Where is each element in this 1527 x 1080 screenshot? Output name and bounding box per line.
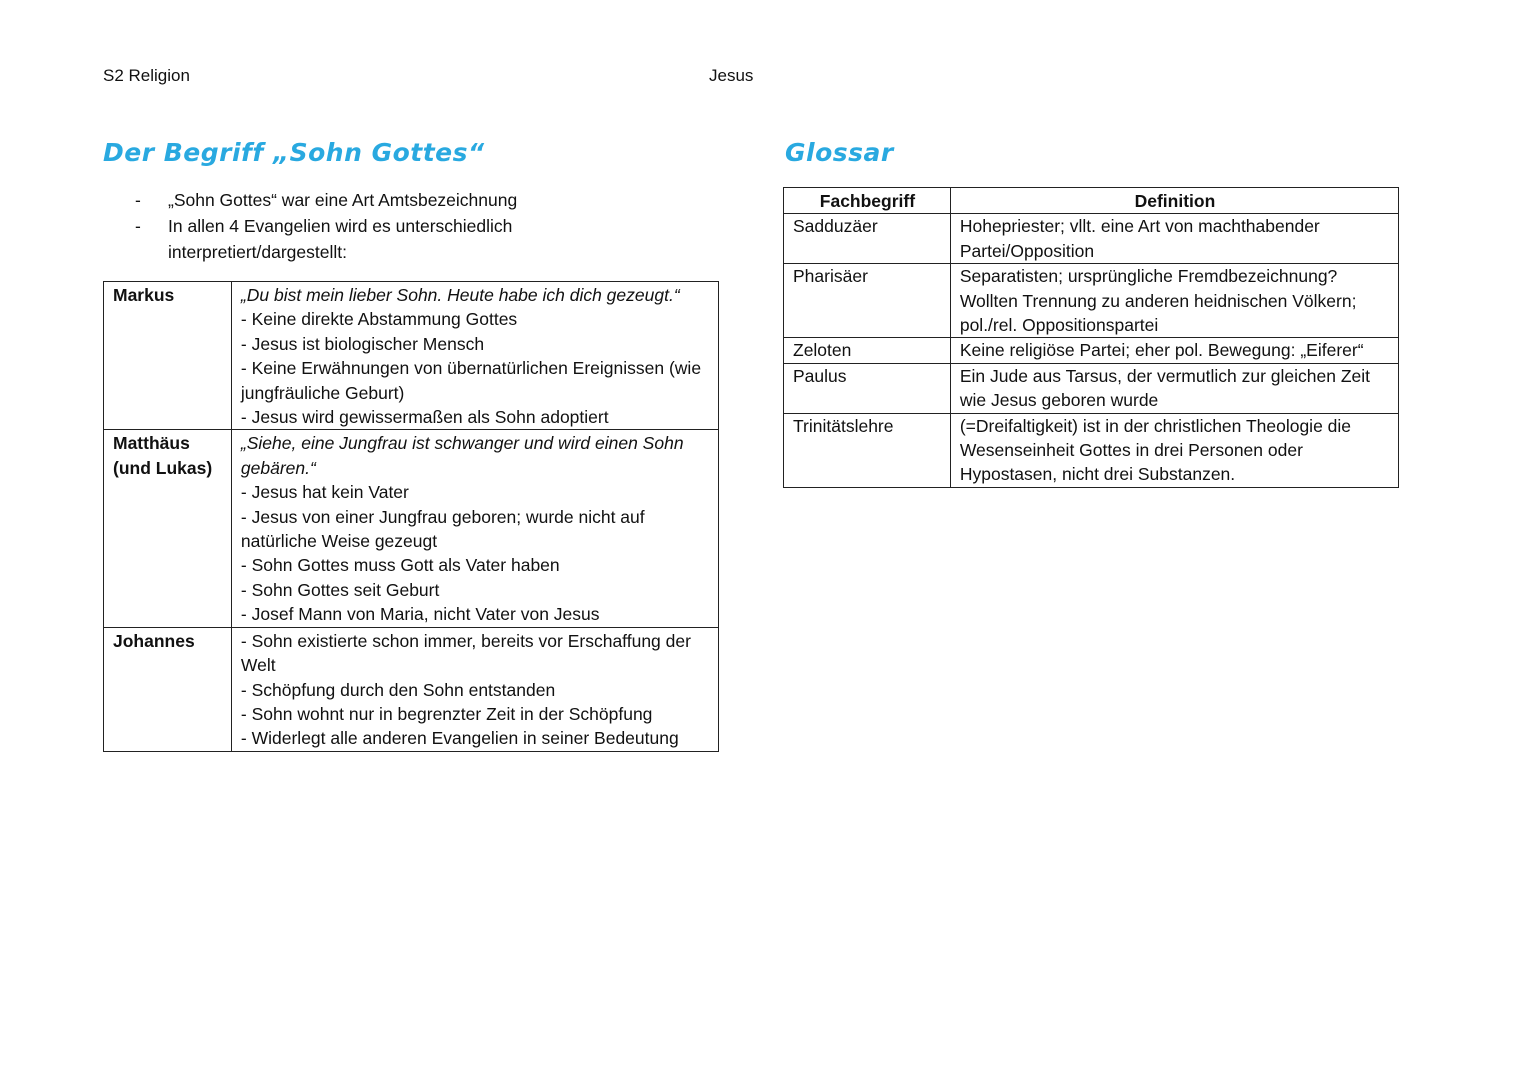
glossary-definition: Separatisten; ursprüngliche Fremdbezeichnung? Wollten Trennung zu anderen heidnischen Völkern; pol./rel. Oppositionspartei	[950, 264, 1398, 338]
gospel-point: - Jesus wird gewissermaßen als Sohn adoptiert	[240, 407, 609, 428]
bullet-item: - „Sohn Gottes“ war eine Art Amtsbezeichnung	[130, 187, 650, 213]
gospel-point: - Keine Erwähnungen von übernatürlichen Ereignissen (wie jungfräuliche Geburt)	[240, 358, 702, 403]
gospel-point: - Jesus von einer Jungfrau geboren; wurde nicht auf natürliche Weise gezeugt	[240, 506, 645, 552]
gospel-point: - Widerlegt alle anderen Evangelien in seiner Bedeutung	[240, 728, 679, 749]
glossary-term: Paulus	[784, 363, 951, 413]
gospel-point: - Sohn wohnt nur in begrenzter Zeit in der Schöpfung	[240, 703, 653, 724]
gospel-point: - Schöpfung durch den Sohn entstanden	[240, 679, 556, 700]
table-row	[784, 413, 1399, 487]
table-row	[784, 264, 1399, 338]
gospel-point: - Keine direkte Abstammung Gottes	[240, 309, 518, 330]
gospel-description	[231, 627, 718, 751]
glossary-definition: Hohepriester; vllt. eine Art von machthabender Partei/Opposition	[950, 214, 1398, 264]
bullet-item: - In allen 4 Evangelien wird es unterschiedlich interpretiert/dargestellt:	[130, 213, 650, 265]
table-row	[104, 282, 719, 430]
table-row	[104, 627, 719, 751]
gospel-name: Johannes	[104, 627, 232, 751]
column-header-definition: Definition	[950, 188, 1398, 214]
gospel-comparison-table	[103, 281, 719, 752]
glossary-definition: Ein Jude aus Tarsus, der vermutlich zur gleichen Zeit wie Jesus geboren wurde	[950, 363, 1398, 413]
gospel-description	[231, 282, 718, 430]
gospel-quote: „Du bist mein lieber Sohn. Heute habe ich dich gezeugt.“	[240, 285, 680, 305]
glossary-term: Pharisäer	[784, 264, 951, 338]
table-row	[784, 214, 1399, 264]
section-title-sohn-gottes: Der Begriff „Sohn Gottes“	[103, 138, 485, 167]
gospel-quote: „Siehe, eine Jungfrau ist schwanger und wird einen Sohn gebären.“	[240, 433, 684, 478]
table-header-row	[784, 188, 1399, 214]
glossary-term: Zeloten	[784, 338, 951, 363]
glossary-table	[783, 187, 1399, 488]
gospel-point: - Sohn Gottes seit Geburt	[240, 579, 440, 600]
gospel-name: Matthäus (und Lukas)	[104, 430, 232, 627]
column-header-term: Fachbegriff	[784, 188, 951, 214]
gospel-point: - Sohn existierte schon immer, bereits vor Erschaffung der Welt	[240, 630, 691, 676]
gospel-description	[231, 430, 718, 627]
intro-bullet-list	[130, 187, 650, 265]
glossary-definition: (=Dreifaltigkeit) ist in der christlichen Theologie die Wesenseinheit Gottes in drei Personen oder Hypostasen, nicht drei Substanzen.	[950, 413, 1398, 487]
section-title-glossar: Glossar	[785, 138, 894, 167]
gospel-point: - Josef Mann von Maria, nicht Vater von Jesus	[240, 604, 600, 625]
table-row	[784, 338, 1399, 363]
header-topic: Jesus	[709, 66, 754, 85]
header-subject: S2 Religion	[103, 66, 190, 85]
table-row	[784, 363, 1399, 413]
glossary-definition: Keine religiöse Partei; eher pol. Bewegung: „Eiferer“	[950, 338, 1398, 363]
gospel-point: - Sohn Gottes muss Gott als Vater haben	[240, 555, 560, 576]
table-row	[104, 430, 719, 627]
gospel-name: Markus	[104, 282, 232, 430]
glossary-term: Trinitätslehre	[784, 413, 951, 487]
gospel-point: - Jesus hat kein Vater	[240, 482, 409, 503]
gospel-point: - Jesus ist biologischer Mensch	[240, 333, 485, 354]
glossary-term: Sadduzäer	[784, 214, 951, 264]
